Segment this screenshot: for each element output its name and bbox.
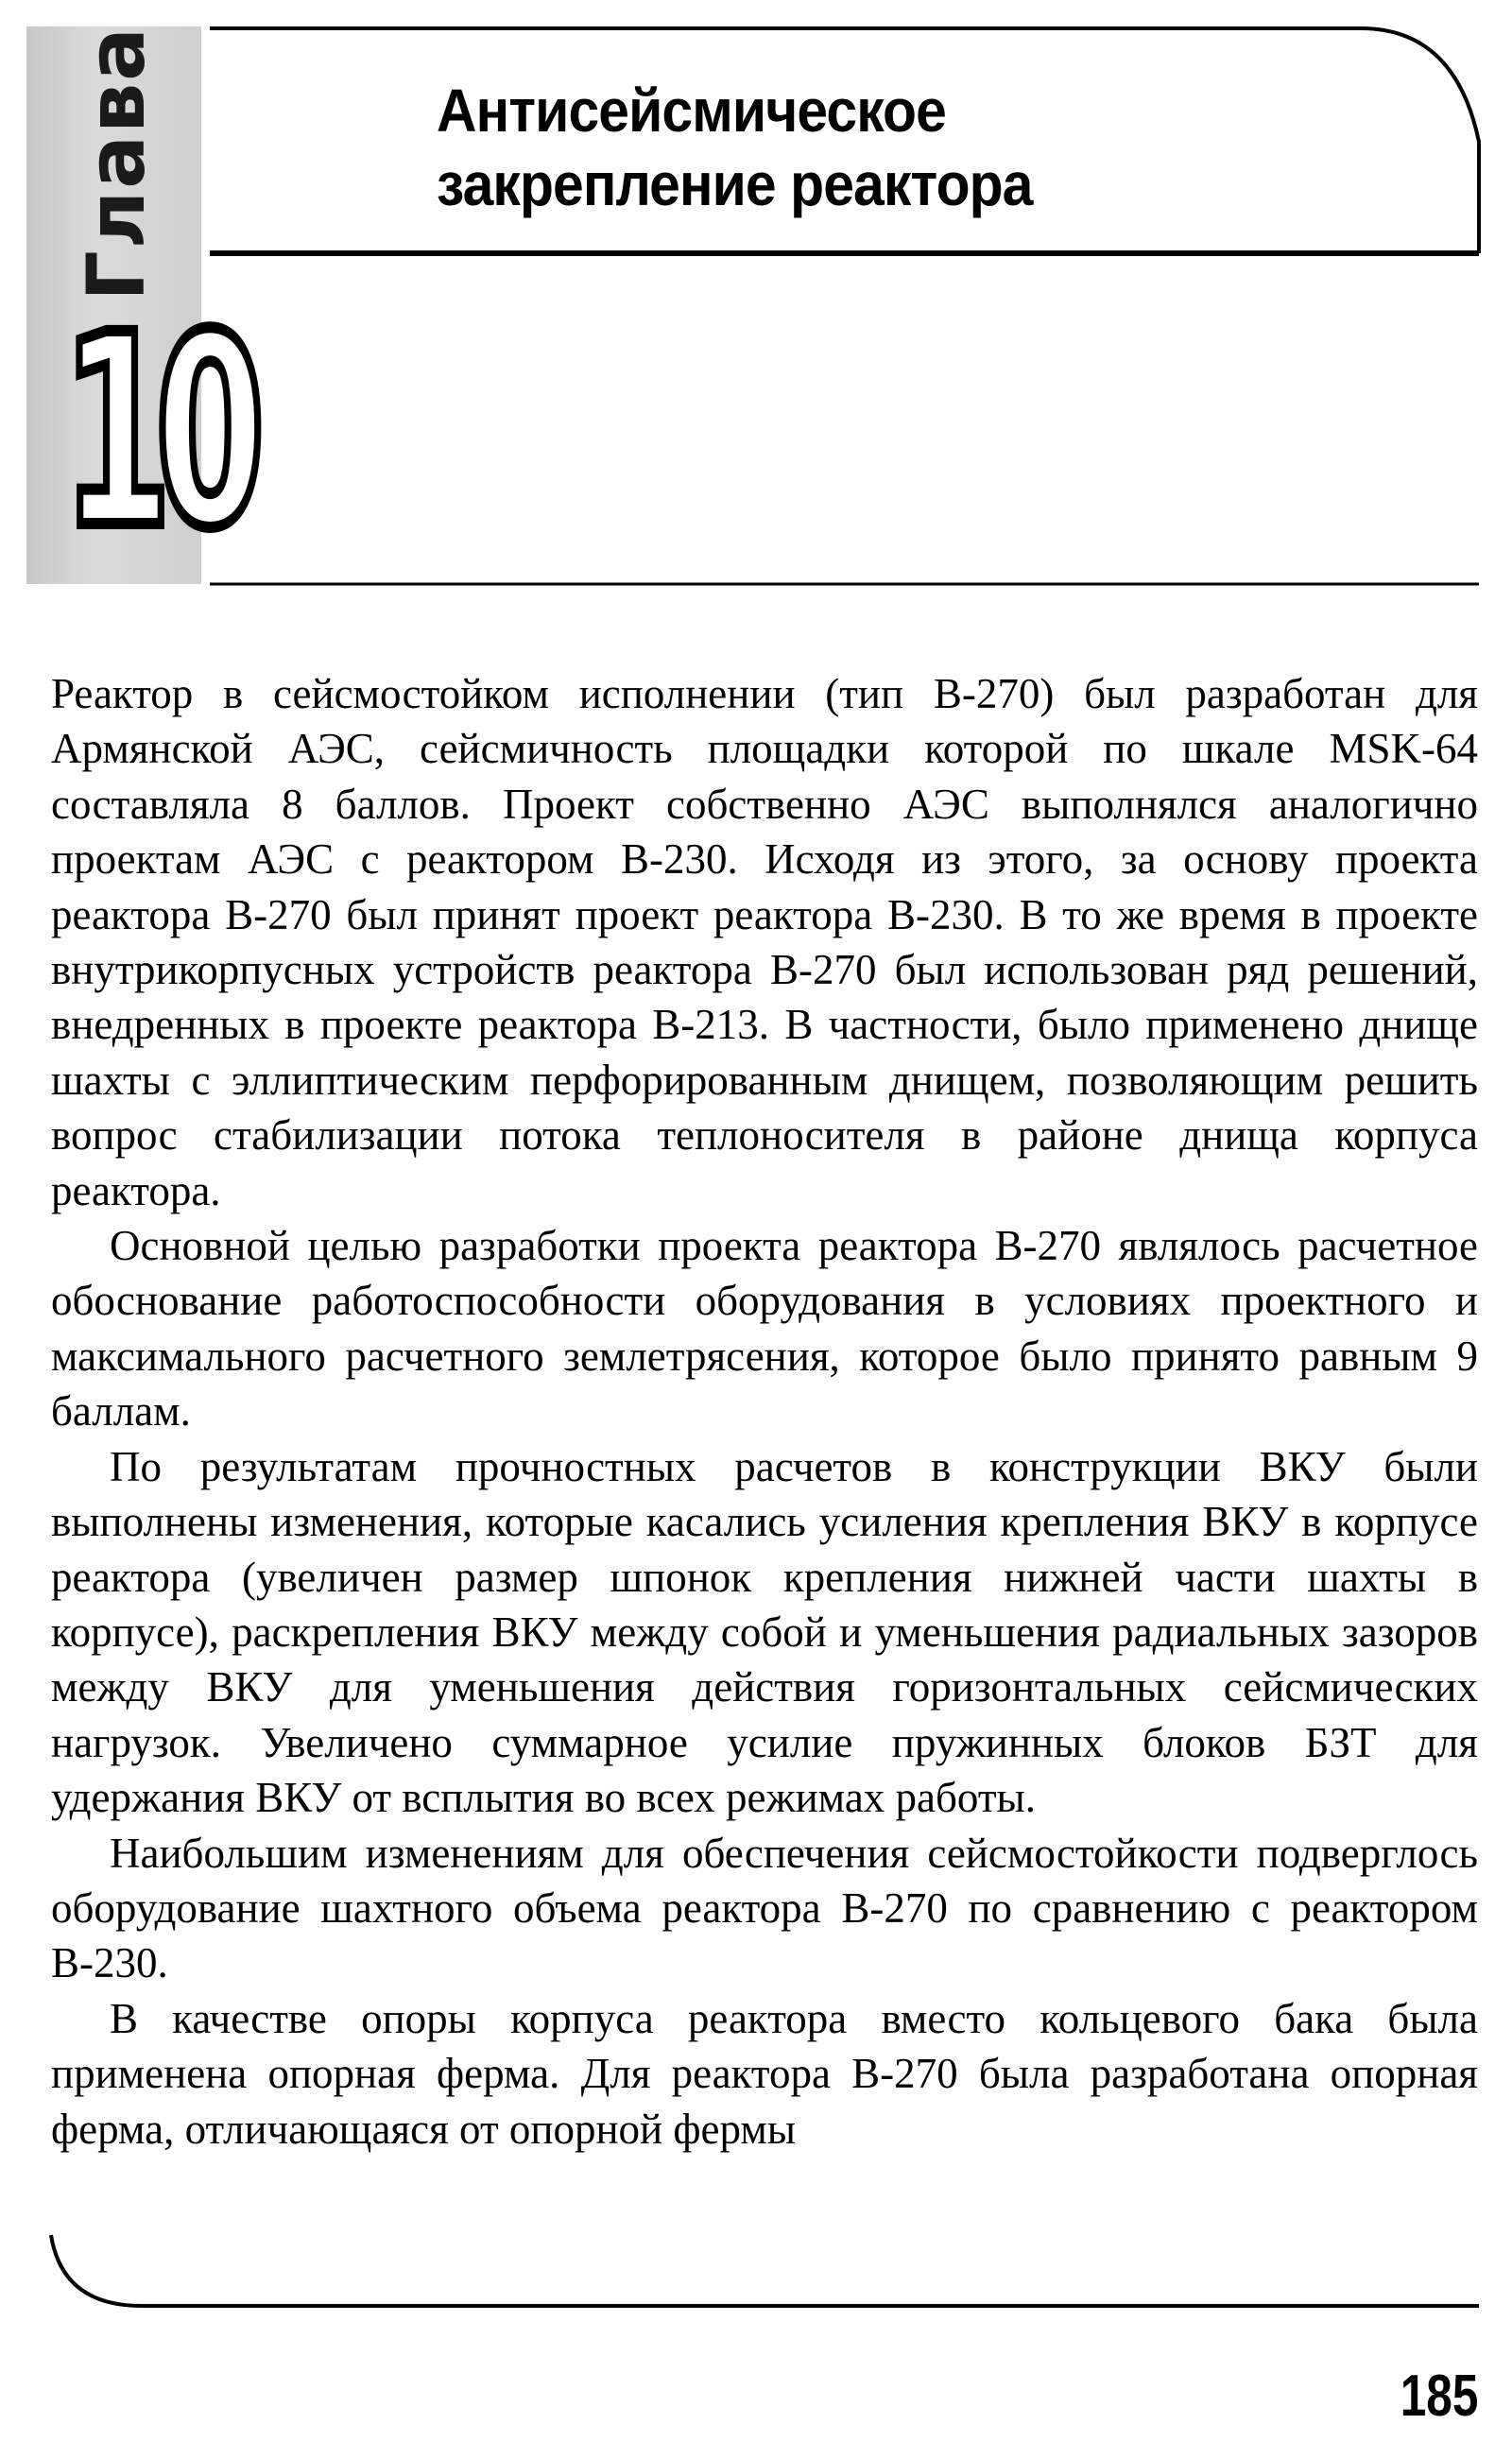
paragraph: В качестве опоры корпуса реактора вместо кольцевого бака была применена опорная ферма. Для реактора В-270 была разработана опорная ферма, отличающаяся от опорной фермы: [51, 1994, 1478, 2153]
page-number: 185: [1400, 2364, 1478, 2429]
paragraph: Реактор в сейсмостойком исполнении (тип В-270) был разработан для Армянской АЭС, сейсмичность площадки которой по шкале MSK-64 составляла 8 баллов. Проект собственно АЭС выполнялся аналогично проектам АЭС с реактором В-230. Исходя из этого, за основу проекта реактора В-270 был принят проект реактора В-230. В то же время в проекте внутрикорпусных устройств реактора В-270 был использован ряд решений, внедренных в проекте реактора В-213. В частности, было применено днище шахты с эллиптическим перфорированным днищем, позволяющим решить вопрос стабилизации потока теплоносителя в районе днища корпуса реактора.: [51, 670, 1478, 1214]
chapter-label: Глава: [70, 26, 163, 301]
footer-frame: [51, 2235, 1479, 2306]
paragraph: Наибольшим изменениям для обеспечения сейсмостойкости подверглось оборудование шахтного объема реактора В-270 по сравнению с реактором В-230.: [51, 1829, 1478, 1987]
chapter-title-line-2: закрепление реактора: [437, 150, 1033, 218]
chapter-number: 10: [61, 279, 249, 587]
paragraph: По результатам прочностных расчетов в конструкции ВКУ были выполнены изменения, которые касались усиления крепления ВКУ в корпусе реактора (увеличен размер шпонок крепления нижней части шахты в корпусе), раскрепления ВКУ между собой и уменьшения радиальных зазоров между ВКУ для уменьшения действия горизонтальных сейсмических нагрузок. Увеличено суммарное усилие пружинных блоков БЗТ для удержания ВКУ от всплытия во всех режимах работы.: [51, 1442, 1478, 1822]
chapter-title-line-1: Антисейсмическое: [437, 77, 946, 145]
body-text: [51, 666, 1478, 2157]
chapter-title: [437, 74, 1349, 221]
paragraph: Основной целью разработки проекта реактора В-270 являлось расчетное обоснование работоспособности оборудования в условиях проектного и максимального расчетного землетрясения, которое было принято равным 9 баллам.: [51, 1222, 1478, 1436]
